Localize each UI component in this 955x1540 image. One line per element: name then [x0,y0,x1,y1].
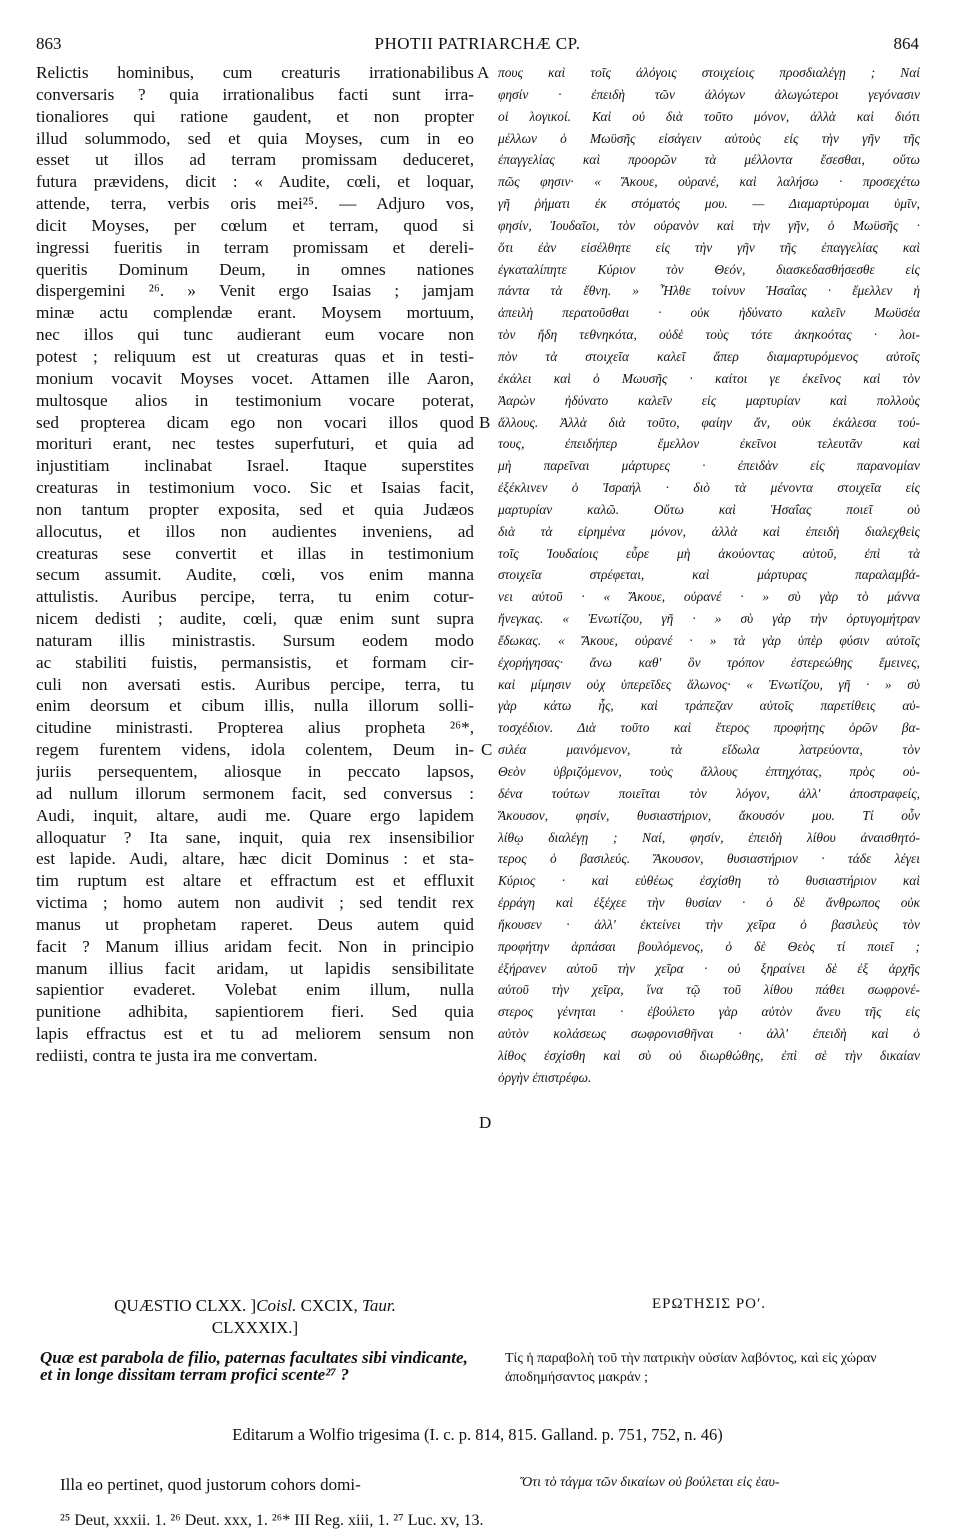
greek-text-line: πους καὶ τοῖς ἀλόγοις στοιχείοις προσδιαλέγῃ ; Ναί [498,65,920,80]
latin-text-line: ingressi fueritis in terram promissam et dereli- [36,237,474,257]
latin-text-line: esset ut illos ad terram promissam deduceret, [36,150,474,170]
margin-letter-c: C [481,740,493,759]
greek-text-line: καὶ μίμησιν οὐχ ὑπερεῖδες ἅλωνος· « Ἐνωτίζου, γῆ · » σὺ [498,676,920,692]
greek-text-line: ἐξήρανεν αὐτοῦ τὴν χεῖρα · οὐ ξηραίνει δὲ ἐξ ἀρχῆς [498,960,920,976]
latin-text-line: potest ; reliquum est ut creaturas quas et in testi- [36,346,474,366]
greek-text-line: ἐχορήγησας· ἄνω καθ' ὃν τρόπον ἐστερεώθης ἔμεινες, [498,654,920,670]
margin-letter-d: D [479,1113,492,1132]
latin-text-line: secum assumit. Audite, cœli, vos enim manna [36,565,474,585]
latin-text-line: nec illos qui tunc audierant eum vocare non [36,325,474,345]
greek-text-line: δένα τούτων ποιεῖται τὸν λόγον, ἀλλ' ἀποστραφείς, [498,785,920,801]
greek-text-line: πὸν τὰ στοιχεῖα καλεῖ ἅπερ διαμαρτυρόμενος αὐτοῖς [498,348,920,364]
greek-text-line: στερος γένηται · ἐβούλετο γὰρ αὐτὸν ἄνευ τῆς εἰς [498,1004,920,1020]
latin-text-line: ac stabiliti fuistis, permansistis, et formam cir- [36,652,474,672]
greek-text-line: πῶς φησιν· « Ἄκουε, οὐρανέ, καὶ λαλήσω · προσεχέτω [498,174,920,190]
greek-text-line: ἄλλους. Ἀλλὰ διὰ τοῦτο, φαίην ἄν, οὐκ ἐκάλεσα τού- [498,414,920,430]
greek-text-line: μέλλων ὁ Μωϋσῆς εἰσάγειν αὐτοὺς εἰς τὴν γῆν τῆς [498,130,920,146]
greek-text-line: τοσχέδιον. Διὰ τοῦτο καὶ ἕτερος προφήτης ὁρῶν βα- [498,720,920,736]
latin-text-line: conversaris ? quia irrationalibus facti sunt irra- [36,84,474,104]
edition-note: Editarum a Wolfio trigesima (I. c. p. 814, 815. Galland. p. 751, 752, n. 46) [232,1425,723,1444]
greek-text-line: ὅτι ἐὰν εἰσέλθητε εἰς τὴν γῆν τῆς ἐπαγγελίας καὶ [498,239,920,255]
latin-text-line: sed propterea dicam ego non vocari illos quod [36,412,474,432]
latin-text-line: creaturas sese convertit et illas in testimonium [36,543,474,563]
latin-text-line: culi non aversati estis. Auribus percipe, terra, tu [36,674,474,694]
latin-text-line: dispergemini ²⁶. » Venit ergo Isaias ; jamjam [36,281,474,301]
latin-text-line: naturam illis ministrastis. Sursum eodem modo [36,630,474,650]
latin-text-line: rediisti, contra te justa ira me convertam. [36,1045,318,1065]
running-title: PHOTII PATRIARCHÆ CP. [374,34,581,53]
greek-text-line: τερος ὁ βασιλεύς. Ἄκουσον, θυσιαστήριον · τάδε λέγει [498,851,920,867]
latin-text-line: queritis Dominum Deum, in omnes nationes [36,259,474,279]
greek-text-line: ἐκάλει καὶ ὁ Μωυσῆς · καίτοι γε ἐκεῖνος καὶ τὸν [498,370,920,386]
latin-text-line: juriis persequentem, aliosque in peccato lapsos, [36,762,474,781]
greek-text-line: Ἀαρὼν ἠδύνατο καλεῖν εἰς μαρτυρίαν καὶ πολλοὺς [498,392,920,408]
latin-text-line: tionaliores qui ratione gaudent, et non propter [36,106,474,126]
greek-text-line: σιλέα μαινόμενον, τὰ εἴδωλα λατρεύοντα, τὸν [498,742,920,758]
latin-text-line: Relictis hominibus, cum creaturis irrationabilibus [36,63,474,82]
latin-text-line: morituri erant, nec testes superfuturi, et quia ad [36,434,474,454]
greek-text-line: φησίν · ἐπειδὴ τῶν ἀλόγων ἀλωγώτεροι γεγόνασιν [498,86,920,102]
latin-text-line: monium vocavit Moyses vocet. Attamen ille Aaron, [36,368,474,388]
latin-question-text: Quæ est parabola de filio, paternas facultates sibi vindicante, et in longe dissitam terram profici scente²⁷ ? [40,1348,468,1384]
greek-text-line: ἐξέκλινεν ὁ Ἰσραήλ · διὸ τὰ μένοντα στοιχεῖα εἰς [498,480,920,496]
latin-answer-start: Illa eo pertinet, quod justorum cohors domi- [60,1475,361,1494]
greek-text-line: Ἄκουσον, φησίν, θυσιαστήριον, ἄκουσόν μου. Τί οὖν [498,807,920,823]
latin-question-title: QUÆSTIO CLXX. ]Coisl. CXCIX, Taur. CLXXXIX.] [114,1296,396,1337]
latin-text-line: non tantum propter exposita, sed et quia Judæos [36,499,474,519]
greek-text-line: Θεὸν ὑβριζόμενον, τοὺς ἄλλους ἐπτηχότας, πρὸς οὐ- [498,764,920,779]
greek-text-line: Κύριος · καὶ εὐθέως ἐσχίσθη τὸ θυσιαστήριον καὶ [498,873,920,889]
greek-text-line: ἤκουσεν · ἀλλ' ἐκτείνει τὴν χεῖρα ὁ βασιλεὺς τὸν [498,916,920,932]
latin-text-line: futura prævidens, dicit : « Audite, cœli, et loquar, [36,172,474,192]
latin-text-line: facit ? Manum illius aridam fecit. Non in principio [36,936,474,956]
latin-text-line: allocutus, et illos non audientes inveniens, ad [36,521,474,541]
greek-text-line: ἤνεγκας. « Ἐνωτίζου, γῆ · » σὺ γὰρ τὴν ὀρτυγομήτραν [498,611,920,627]
latin-text-line: minæ actu complendæ erant. Moysem mortuum, [36,303,474,323]
greek-text-line: αὐτοῦ τὴν χεῖρα, ἵνα τῷ τοῦ λίθου πάθει σωφρονέ- [498,982,920,998]
latin-text-line: attulistis. Auribus percipe, terra, tu enim cotur- [36,587,474,607]
latin-text-line: ad nullum illorum sermonem facit, sed conversus : [36,783,474,803]
latin-text-line: nicem dedisti ; audite, cœli, quæ enim sunt supra [36,609,474,629]
latin-text-line: multosque alios in testimonium vocare poterat, [36,390,474,410]
latin-text-line: manum illius facit aridam, ut lapidis sensibilitate [36,958,474,978]
latin-text-line: est lapide. Audi, altare, hæc dicit Dominus : et sta- [36,849,474,869]
greek-text-line: ἀπειλὴ περατοῦσθαι · οὐκ ἠδύνατο καλεῖν Μωϋσέα [498,305,920,321]
greek-text-line: γῆ ῥήματι ἐκ στόματός μου. — Διαμαρτύρομαι ὑμῖν, [498,196,920,212]
greek-question-title: ΕΡΩΤΗΣΙΣ ΡΟʹ. [651,1296,767,1312]
greek-text-line: τους, ἐπειδήπερ ἔμελλον ἐκεῖνοι τελευτᾶν καὶ [498,436,920,452]
left-page-number: 863 [36,34,62,53]
latin-text-line: Audi, inquit, altare, audi me. Quare ergo lapidem [36,805,474,825]
greek-text-line: φησίν, Ἰουδαῖοι, τὸν οὐρανὸν καὶ τὴν γῆν, ὁ Μωϋσῆς · [498,217,920,233]
right-page-number: 864 [893,34,919,53]
margin-letter-b: B [479,413,491,432]
margin-letter-a: A [477,63,490,82]
greek-text-line: τὸν ἤδη τεθνηκότα, οὐδὲ τοὺς τότε ἀκηκοότας · λοι- [498,327,920,343]
greek-text-line: μὴ παρεῖναι μάρτυρες · ἐπειδὰν εἰς παρανομίαν [498,458,920,474]
latin-text-line: sapientior evaderet. Volebat enim illum, nulla [36,980,474,1000]
greek-text-line: οἱ λογικοί. Καὶ οὐ διὰ τοῦτο μόνον, ἀλλὰ καὶ διότι [498,108,920,124]
greek-text-line: ἔδωκας. « Ἄκουε, οὐρανέ · » τὰ γὰρ ὑπὲρ φύσιν αὐτοῖς [498,632,920,648]
greek-text-line: ὀργὴν ἐπιστρέφω. [498,1069,592,1085]
greek-text-line: ἐρράγη καὶ ἐξέχεε τὴν θυσίαν · ὁ δὲ ἄνθρωπος οὐκ [498,895,920,911]
running-header [36,34,919,58]
greek-text-line: λίθος ἐσχίσθη καὶ σὺ οὐ διωρθώθης, ἐπὶ σὲ τὴν δικαίαν [498,1047,920,1063]
latin-text-line: lapis effractus est et tu ad meliorem sensum non [36,1024,474,1044]
latin-text-line: tim ruptum est altare et effractum est et effluxit [36,871,474,891]
greek-text-line: διὰ τὰ εἰρημένα μόνον, ἀλλὰ καὶ ἐπειδὴ διαλεχθεὶς [498,523,920,539]
greek-text-line: πάντα τὰ ἔθνη. » Ἦλθε τοίνυν Ἡσαΐας · ἔμελλεν ἡ [498,283,920,299]
latin-text-line: illud solummodo, sed et quia Moyses, cum in eo [36,128,474,148]
greek-column [498,62,920,1089]
latin-text-line: dicit Moyses, per cœlum et terram, quod si [36,215,474,235]
greek-text-line: ἐπαγγελίας καὶ προορῶν τὰ μέλλοντα ἔσεσθαι, οὕτω [498,152,920,168]
latin-text-line: citudine ministrasti. Propterea alius propheta ²⁶*, [36,718,474,738]
greek-text-line: αὐτὸν κολάσεως σωφρονισθῆναι · ἀλλ' ἐπειδὴ καὶ ὁ [498,1026,920,1042]
greek-text-line: λίθῳ διαλέγῃ ; Ναί, φησίν, ἐπειδὴ λίθου ἀναισθητό- [498,829,920,845]
footnotes: ²⁵ Deut, xxxii. 1. ²⁶ Deut. xxx, 1. ²⁶* III Reg. xiii, 1. ²⁷ Luc. xv, 13. [60,1512,484,1529]
greek-text-line: γὰρ κάτω ἧς, καὶ τράπεζαν αὐτοῖς παρετίθεις αὐ- [498,698,920,714]
greek-text-line: τοῖς Ἰουδαίοις εὗρε μὴ ἀκούοντας αὐτοῦ, ἐπὶ τὰ [498,545,920,561]
greek-text-line: ἐγκαταλίπητε Κύριον τὸν Θεόν, διασκεδασθήσεσθε εἰς [498,261,920,277]
latin-text-line: victima ; homo autem non audivit ; sed tendit rex [36,893,474,913]
latin-text-line: creaturas in testimonium voco. Sic et Isaias facit, [36,478,474,498]
latin-text-line: enim deorsum et cibum illis, nulla illorum solli- [36,696,474,716]
latin-text-line: alloquatur ? Ita sane, inquit, quia rex insensibilior [36,827,474,847]
latin-text-line: punitione adhibita, sapientiorem fieri. Sed quia [36,1002,474,1022]
latin-column [36,62,474,1067]
latin-text-line: manus ut prophetam raperet. Deus autem quid [36,914,474,934]
greek-question-text: Τίς ἡ παραβολὴ τοῦ τὴν πατρικὴν οὐσίαν λαβόντος, καὶ εἰς χώραν ἀποδημήσαντος μακράν ; [505,1351,877,1385]
greek-text-line: στοιχεῖα στρέφεται, καὶ μάρτυρας παραλαμβά- [498,567,920,583]
greek-text-line: νει αὐτοῦ · « Ἄκουε, οὐρανέ · » σὺ γὰρ τὸ μάννα [498,589,920,605]
latin-text-line: attende, terra, verbis oris mei²⁵. — Adjuro vos, [36,194,474,214]
latin-text-line: regem furentem videns, idola colentem, Deum in- [36,740,474,760]
greek-text-line: μαρτυρίαν καλῶ. Οὕτω καὶ Ἡσαΐας ποιεῖ οὐ [498,501,920,517]
greek-text-line: προφήτην ἁρπάσαι βουλόμενος, ὁ δὲ Θεὸς τί ποιεῖ ; [498,938,920,954]
greek-answer-start: Ὅτι τὸ τάγμα τῶν δικαίων οὐ βούλεται εἰς ἑαυ- [520,1475,780,1490]
latin-text-line: injustitiam inclinabat Israel. Itaque superstites [36,456,474,476]
